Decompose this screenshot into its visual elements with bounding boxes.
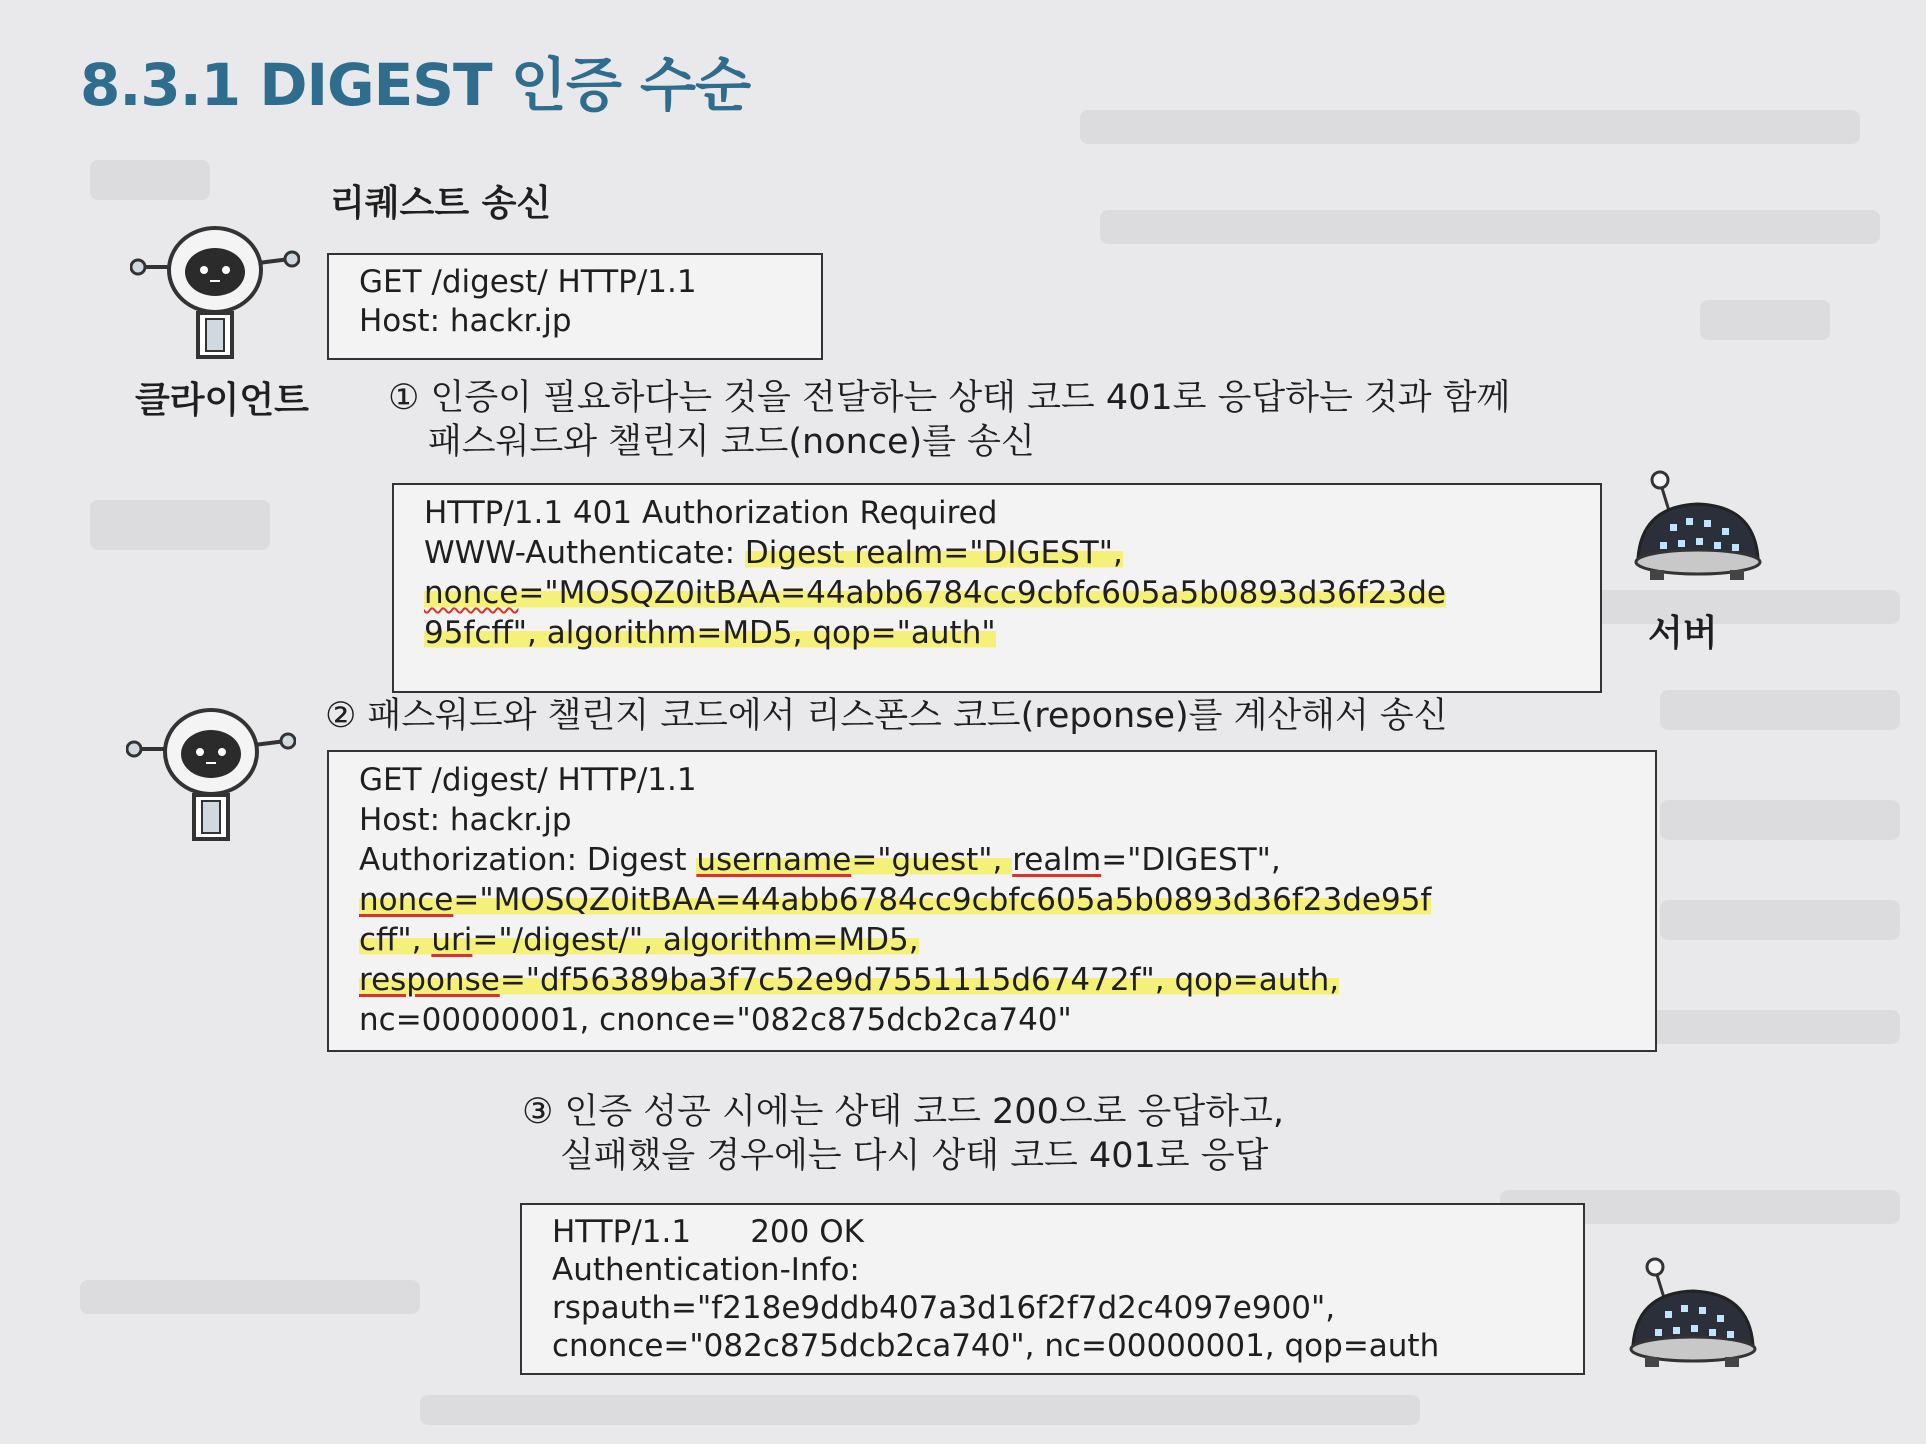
- auth-request-host: Host: hackr.jp: [359, 802, 572, 838]
- auth-request-line: GET /digest/ HTTP/1.1: [359, 762, 697, 798]
- step-1-caption: [388, 376, 1510, 464]
- robot-client-icon: [130, 225, 300, 360]
- authorization-request-box: [327, 750, 1657, 1052]
- response-200-box: [520, 1203, 1585, 1375]
- auth-nonce-line: nonce="MOSQZ0itBAA=44abb6784cc9cbfc605a5b0893d36f23de95f: [359, 882, 1432, 918]
- page-title: 8.3.1 DIGEST 인증 수순: [80, 51, 751, 119]
- step-3-line-1: ③ 인증 성공 시에는 상태 코드 200으로 응답하고,: [522, 1092, 1284, 1132]
- www-authenticate-line: WWW-Authenticate: Digest realm="DIGEST",: [424, 535, 1123, 571]
- step-1-line-1: ① 인증이 필요하다는 것을 전달하는 상태 코드 401로 응답하는 것과 함께: [388, 378, 1511, 418]
- client-label: 클라이언트: [135, 380, 309, 421]
- response-status-line: HTTP/1.1 401 Authorization Required: [424, 495, 998, 531]
- request-box: [327, 253, 823, 360]
- request-send-label: 리퀘스트 송신: [330, 183, 552, 224]
- nonce-line: nonce="MOSQZ0itBAA=44abb6784cc9cbfc605a5b0893d36f23de: [424, 575, 1446, 611]
- dome-server-icon: [1625, 1245, 1760, 1375]
- response-line: response="df56389ba3f7c52e9d7551115d67472f", qop=auth,: [359, 962, 1340, 998]
- nc-cnonce-line: nc=00000001, cnonce="082c875dcb2ca740": [359, 1002, 1072, 1038]
- response-401-box: [392, 483, 1602, 693]
- dome-server-icon: [1630, 458, 1765, 588]
- ok-status-line: HTTP/1.1 200 OK: [552, 1214, 864, 1250]
- uri-line: cff", uri="/digest/", algorithm=MD5,: [359, 922, 919, 958]
- authorization-line: Authorization: Digest username="guest", realm="DIGEST",: [359, 842, 1281, 878]
- step-3-line-2: 실패했을 경우에는 다시 상태 코드 401로 응답: [560, 1136, 1269, 1176]
- step-2-caption: ② 패스워드와 챌린지 코드에서 리스폰스 코드(reponse)를 계산해서 송신: [325, 696, 1448, 736]
- rspauth-line: rspauth="f218e9ddb407a3d16f2f7d2c4097e900",: [552, 1290, 1336, 1326]
- algorithm-line: 95fcff", algorithm=MD5, qop="auth": [424, 615, 996, 651]
- request-line: GET /digest/ HTTP/1.1: [359, 264, 697, 300]
- robot-client-icon: [126, 707, 296, 842]
- authentication-info-line: Authentication-Info:: [552, 1252, 860, 1288]
- server-label: 서버: [1648, 613, 1718, 654]
- final-cnonce-line: cnonce="082c875dcb2ca740", nc=00000001, qop=auth: [552, 1328, 1440, 1364]
- request-host: Host: hackr.jp: [359, 303, 572, 339]
- step-1-line-2: 패스워드와 챌린지 코드(nonce)를 송신: [428, 422, 1035, 462]
- step-3-caption: [522, 1090, 1284, 1178]
